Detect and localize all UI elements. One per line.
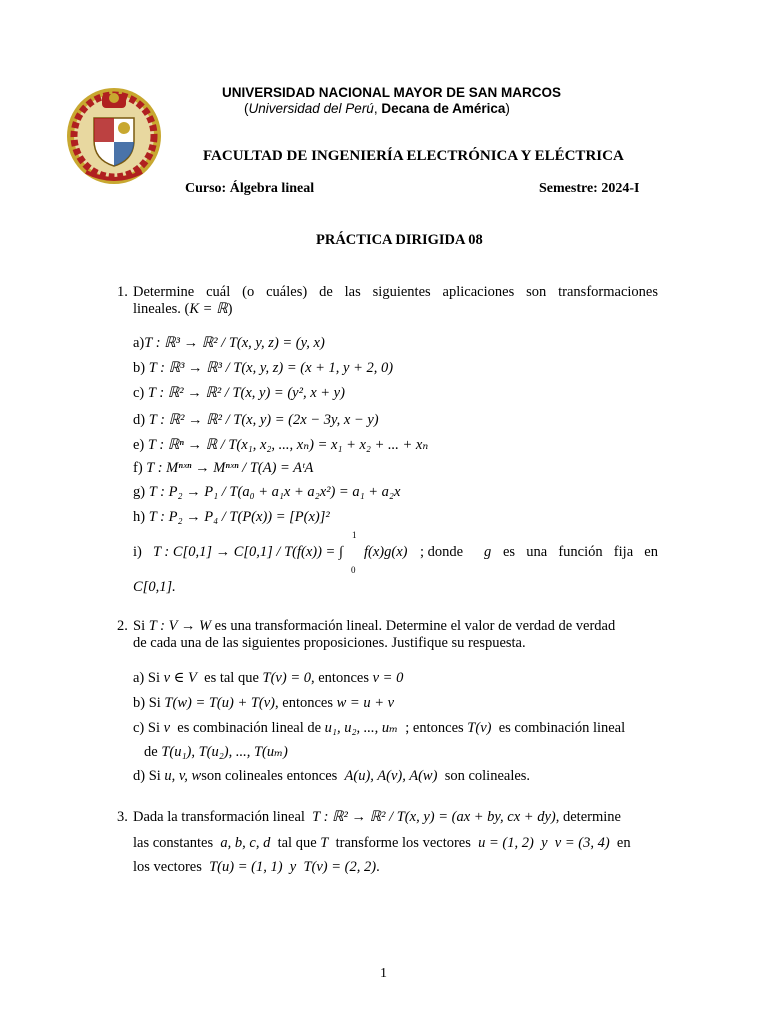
item-text: d) Si [133, 768, 161, 784]
semester-label: Semestre: 2024-I [539, 181, 640, 196]
q1-item-g [133, 483, 400, 501]
item-math: u, v, w [164, 768, 202, 784]
q1-line2-text: lineales. ( [133, 301, 190, 317]
item-label: g) [133, 484, 146, 500]
q3-text: transforme los vectores [335, 835, 471, 851]
q1-field: K = ℝ [189, 301, 228, 317]
q3-math: T(v) = (2, 2) [303, 859, 377, 875]
q3-text: . [376, 859, 380, 875]
page-number: 1 [380, 966, 387, 981]
university-subtitle [244, 101, 510, 116]
item-math: T(v) = 0 [262, 670, 311, 686]
q3-math: T [320, 835, 329, 851]
q1-item-i-integrand: f(x)g(x) [364, 544, 408, 560]
item-math: T : ℝ² → ℝ² / T(x, y) = (y², x + y) [147, 385, 345, 401]
item-text: es combinación lineal [498, 720, 626, 736]
item-math: T : ℝ³ → ℝ² / T(x, y, z) = (y, x) [144, 335, 325, 351]
q2-map: T : V → W [148, 618, 212, 634]
integral-lower-limit: 0 [351, 565, 356, 575]
subtitle-open: ( [244, 101, 249, 116]
item-text: es tal que [204, 670, 259, 686]
item-text: de [144, 744, 158, 760]
q3-line3 [133, 858, 380, 876]
q1-item-h [133, 508, 330, 526]
q3-math: a, b, c, d [220, 835, 271, 851]
integral-upper-limit: 1 [352, 530, 357, 540]
q1-item-i-text1: ; donde [420, 544, 464, 560]
q1-line1: Determine cuál (o cuáles) de las siguientes aplicaciones son transformaciones [133, 284, 658, 300]
q1-item-b [133, 359, 393, 377]
q1-item-i-g: g [484, 544, 492, 560]
q1-number: 1. [117, 284, 128, 300]
item-text: ; entonces [405, 720, 464, 736]
item-text: son colineales entonces [201, 768, 338, 784]
item-label: c) [133, 385, 145, 401]
item-text: c) Si [133, 720, 160, 736]
item-math: w = u + v [336, 695, 395, 711]
item-text: , entonces [275, 695, 333, 711]
q1-item-f [133, 459, 313, 477]
item-math: T : Mⁿˣⁿ → Mⁿˣⁿ / T(A) = AᵗA [146, 460, 314, 476]
subtitle-italic: Universidad del Perú [248, 101, 374, 116]
course-label: Curso: Álgebra lineal [185, 181, 315, 196]
q3-text: y [541, 835, 548, 851]
q1-item-e [133, 436, 428, 454]
q1-line2-close: ) [227, 301, 233, 317]
item-math: T : ℝ³ → ℝ³ / T(x, y, z) = (x + 1, y + 2, 0) [148, 360, 394, 376]
q1-item-i-math: T : C[0,1] → C[0,1] / T(f(x)) = ∫ [153, 544, 343, 560]
q3-text: las constantes [133, 835, 214, 851]
subtitle-close: ) [505, 101, 510, 116]
item-text: , entonces [310, 670, 369, 686]
q3-math: T : ℝ² → ℝ² / T(x, y) = (ax + by, cx + dy) [312, 809, 556, 825]
item-math: T : P₂ → P₄ / T(P(x)) = [P(x)]² [148, 509, 330, 525]
q3-text: los vectores [133, 859, 202, 875]
q2-line2: de cada una de las siguientes proposiciones. Justifique su respuesta. [133, 635, 526, 651]
item-label: e) [133, 437, 145, 453]
q3-line2 [133, 834, 631, 852]
q2-item-d [133, 767, 530, 785]
item-label: d) [133, 412, 146, 428]
q3-math: v = (3, 4) [554, 835, 610, 851]
university-crest [64, 84, 164, 188]
university-crest-icon [64, 84, 164, 188]
item-math: T(u₁), T(u₂), ..., T(uₘ) [161, 744, 288, 760]
item-label: f) [133, 460, 143, 476]
item-math: v = 0 [372, 670, 404, 686]
q2-number: 2. [117, 618, 128, 634]
q1-item-c [133, 384, 345, 402]
q3-text: en [616, 835, 631, 851]
item-math: T : ℝⁿ → ℝ / T(x₁, x₂, ..., xₙ) = x₁ + x₂ + ... + xₙ [147, 437, 429, 453]
item-text: b) Si [133, 695, 161, 711]
item-label: h) [133, 509, 146, 525]
q2-item-b [133, 694, 394, 712]
faculty-name: FACULTAD DE INGENIERÍA ELECTRÓNICA Y ELÉCTRICA [203, 148, 624, 164]
q1-item-i-label: i) [133, 544, 142, 560]
page-title: PRÁCTICA DIRIGIDA 08 [316, 232, 483, 248]
q3-math: u = (1, 2) [478, 835, 534, 851]
q3-text: y [289, 859, 297, 875]
item-label: b) [133, 360, 146, 376]
item-math: v [163, 720, 171, 736]
item-text: es combinación lineal de [177, 720, 322, 736]
q2-line1 [133, 617, 615, 635]
item-text: a) Si [133, 670, 160, 686]
item-math: T : ℝ² → ℝ² / T(x, y) = (2x − 3y, x − y) [148, 412, 379, 428]
subtitle-bold: Decana de América [381, 101, 506, 116]
q3-text: , determine [555, 809, 621, 825]
q1-item-a [133, 334, 325, 352]
q2-item-a [133, 669, 403, 687]
item-math: u₁, u₂, ..., uₘ [324, 720, 399, 736]
item-math: A(u), A(v), A(w) [344, 768, 438, 784]
q1-line2 [133, 300, 232, 318]
q3-text: Dada la transformación lineal [133, 809, 305, 825]
item-text: son colineales. [444, 768, 531, 784]
q2-item-c [133, 719, 625, 737]
item-math: v ∈ V [163, 670, 197, 686]
item-math: T(w) = T(u) + T(v) [164, 695, 276, 711]
q1-item-i-line2: C[0,1]. [133, 579, 176, 595]
q2-item-c-cont [144, 743, 288, 761]
subtitle-comma: , [373, 101, 382, 116]
q3-math: T(u) = (1, 1) [209, 859, 283, 875]
item-math: T(v) [467, 720, 492, 736]
q2-text: es una transformación lineal. Determine el valor de verdad de verdad [214, 618, 616, 634]
q3-text: tal que [277, 835, 317, 851]
item-label: a) [133, 335, 145, 351]
university-name: UNIVERSIDAD NACIONAL MAYOR DE SAN MARCOS [222, 85, 562, 100]
q3-line1 [133, 808, 621, 826]
q3-number: 3. [117, 809, 128, 825]
q1-item-d [133, 411, 379, 429]
q2-text: Si [133, 618, 146, 634]
q1-item-i-text2: es una función fija en [503, 544, 658, 560]
item-math: T : P₂ → P₁ / T(a₀ + a₁x + a₂x²) = a₁ + a₂x [148, 484, 401, 500]
